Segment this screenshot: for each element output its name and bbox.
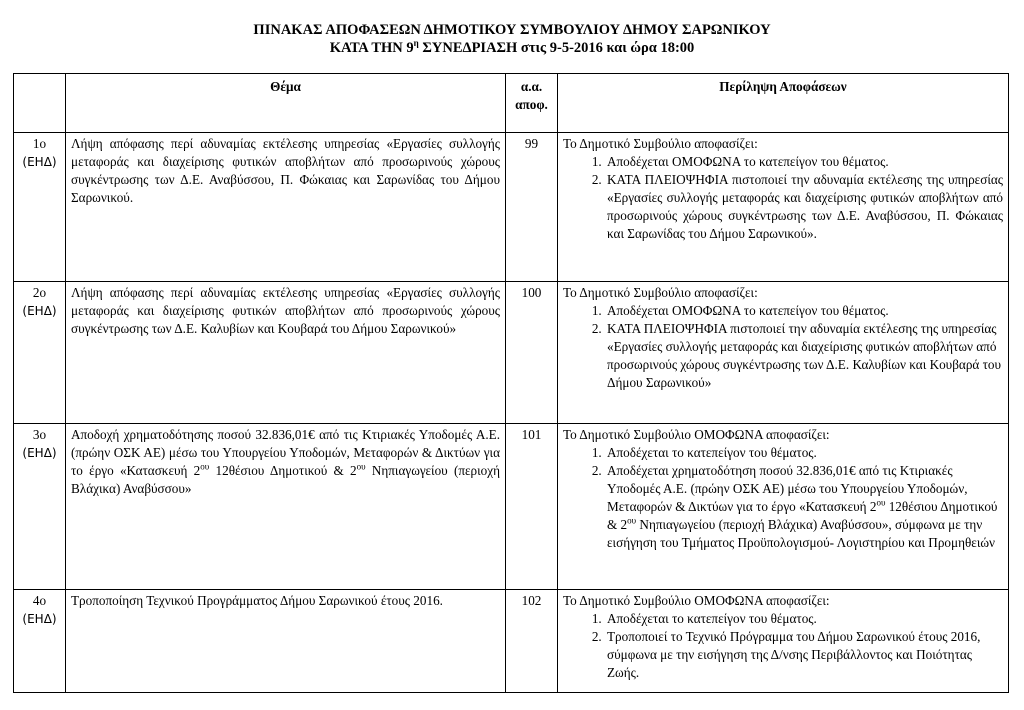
item-subject: Αποδοχή χρηματοδότησης ποσού 32.836,01€ από τις Κτιριακές Υποδομές Α.Ε. (πρώην ΟΣΚ ΑΕ) μέσω του Υπουργείου Υποδομών, Μεταφορών & Δικτύων για το έργο «Κατασκευή $2^{o\upsilon}$ 12θέσιου Δημοτικού & $2^{o\upsilon}$ Νηπιαγωγείου (περιοχή Βλάχικα) Αναβύσσου»: [66, 424, 506, 590]
list-item: 1. Αποδέχεται ΟΜΟΦΩΝΑ το κατεπείγον του θέματος.: [605, 302, 1003, 320]
summary-intro: Το Δημοτικό Συμβούλιο αποφασίζει:: [563, 136, 758, 151]
decision-summary: [558, 133, 1009, 282]
list-item: 2. ΚΑΤΑ ΠΛΕΙΟΨΗΦΙΑ πιστοποιεί την αδυναμία εκτέλεσης της υπηρεσίας «Εργασίες συλλογής μεταφοράς και διαχείρισης φυτικών αποβλήτων από προσωρινούς χώρους συγκέντρωσης των Δ.Ε. Αναβύσσου, Π. Φώκαιας και Σαρωνίδας του Δήμου Σαρωνικού».: [605, 171, 1003, 243]
decision-summary: [558, 282, 1009, 424]
list-item: 1. Αποδέχεται το κατεπείγον του θέματος.: [605, 610, 1003, 628]
table-header-row: [14, 74, 1009, 133]
table-row: [14, 590, 1009, 693]
item-subject: Λήψη απόφασης περί αδυναμίας εκτέλεσης υπηρεσίας «Εργασίες συλλογής μεταφοράς και διαχείρισης φυτικών αποβλήτων από προσωρινούς χώρους συγκέντρωσης των Δ.Ε. Καλυβίων και Κουβαρά του Δήμου Σαρωνικού»: [66, 282, 506, 424]
decisions-table: [13, 73, 1009, 693]
summary-intro: Το Δημοτικό Συμβούλιο ΟΜΟΦΩΝΑ αποφασίζει:: [563, 427, 830, 442]
list-item: 1. Αποδέχεται το κατεπείγον του θέματος.: [605, 444, 1003, 462]
summary-list: [563, 302, 1003, 392]
summary-list: [563, 610, 1003, 682]
document-title: ΠΙΝΑΚΑΣ ΑΠΟΦΑΣΕΩΝ ΔΗΜΟΤΙΚΟΥ ΣΥΜΒΟΥΛΙΟΥ ΔΗΜΟΥ ΣΑΡΩΝΙΚΟΥ: [253, 22, 771, 38]
list-item: 1. Αποδέχεται ΟΜΟΦΩΝΑ το κατεπείγον του θέματος.: [605, 153, 1003, 171]
item-subject: Τροποποίηση Τεχνικού Προγράμματος Δήμου Σαρωνικού έτους 2016.: [66, 590, 506, 693]
item-number: 3ο (ΕΗΔ): [14, 424, 66, 590]
list-item: 2. ΚΑΤΑ ΠΛΕΙΟΨΗΦΙΑ πιστοποιεί την αδυναμία εκτέλεσης της υπηρεσίας «Εργασίες συλλογής μεταφοράς και διαχείρισης φυτικών αποβλήτων από προσωρινούς χώρους συγκέντρωσης των Δ.Ε. Καλυβίων και Κουβαρά του Δήμου Σαρωνικού»: [605, 320, 1003, 392]
decision-number: 102: [506, 590, 558, 693]
summary-intro: Το Δημοτικό Συμβούλιο ΟΜΟΦΩΝΑ αποφασίζει:: [563, 593, 830, 608]
item-subject: Λήψη απόφασης περί αδυναμίας εκτέλεσης υπηρεσίας «Εργασίες συλλογής μεταφοράς και διαχείρισης φυτικών αποβλήτων από προσωρινούς χώρους συγκέντρωσης των Δ.Ε. Αναβύσσου, Π. Φώκαιας και Σαρωνίδας του Δήμου Σαρωνικού.: [66, 133, 506, 282]
decision-summary: [558, 590, 1009, 693]
list-item: 2. Αποδέχεται χρηματοδότηση ποσού 32.836,01€ από τις Κτιριακές Υποδομές Α.Ε. (πρώην ΟΣΚ ΑΕ) μέσω του Υπουργείου Υποδομών, Μεταφορών & Δικτύων για το έργο «Κατασκευή $2^{o\upsilon}$ 12θέσιου Δημοτικού & $2^{o\upsilon}$ Νηπιαγωγείου (περιοχή Βλάχικα) Αναβύσσου», σύμφωνα με την εισήγηση του Τμήματος Προϋπολογισμού- Λογιστηρίου και Προμηθειών: [605, 462, 1003, 552]
table-row: [14, 424, 1009, 590]
column-header-subject: Θέμα: [66, 74, 506, 133]
column-header-decision-number: α.α. αποφ.: [506, 74, 558, 133]
item-number: 4ο (ΕΗΔ): [14, 590, 66, 693]
column-header-summary: Περίληψη Αποφάσεων: [558, 74, 1009, 133]
table-row: [14, 133, 1009, 282]
decision-number: 101: [506, 424, 558, 590]
decision-number: 100: [506, 282, 558, 424]
decision-summary: [558, 424, 1009, 590]
session-subtitle: ΚΑΤΑ ΤΗΝ $9^\eta$ ΣΥΝΕΔΡΙΑΣΗ στις 9-5-2016 και ώρα 18:00: [329, 38, 695, 56]
item-number: 1ο (ΕΗΔ): [14, 133, 66, 282]
column-header-number: [14, 74, 66, 133]
item-number: 2ο (ΕΗΔ): [14, 282, 66, 424]
summary-list: [563, 153, 1003, 243]
summary-intro: Το Δημοτικό Συμβούλιο αποφασίζει:: [563, 285, 758, 300]
summary-list: [563, 444, 1003, 552]
decision-number: 99: [506, 133, 558, 282]
list-item: 2. Τροποποιεί το Τεχνικό Πρόγραμμα του Δήμου Σαρωνικού έτους 2016, σύμφωνα με την εισήγηση της Δ/νσης Περιβάλλοντος και Ποιότητας Ζωής.: [605, 628, 1003, 682]
table-row: [14, 282, 1009, 424]
